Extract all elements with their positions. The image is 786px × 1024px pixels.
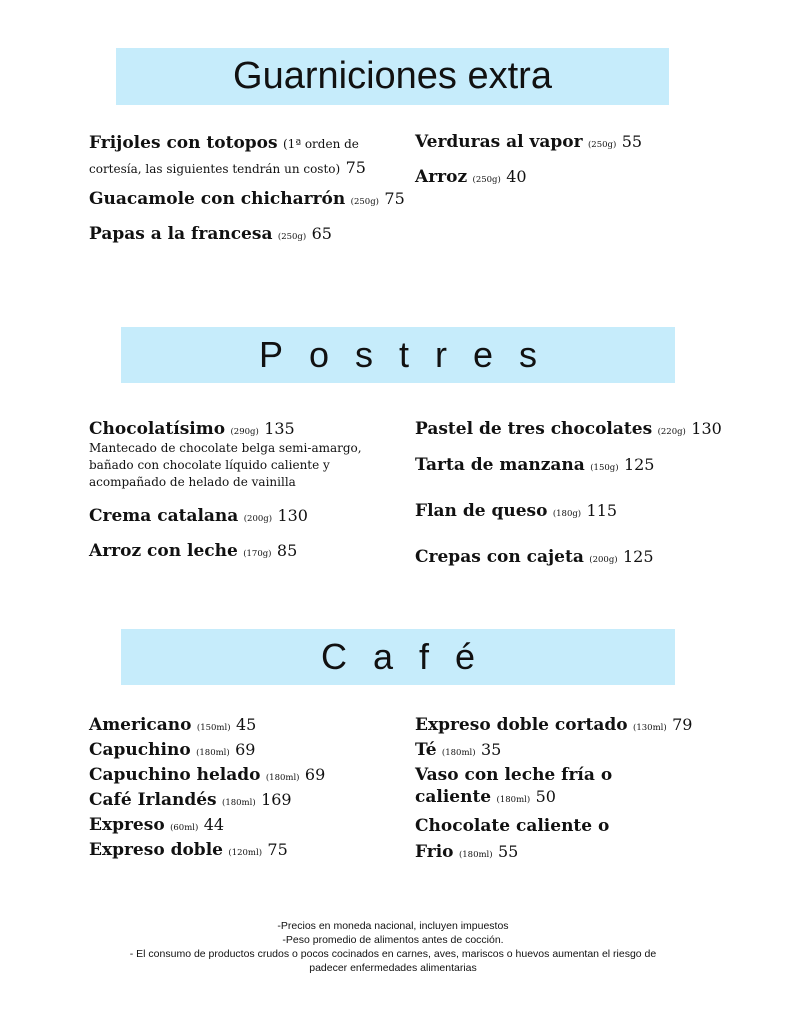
item-price: 125 bbox=[623, 547, 654, 566]
item-weight: (250g) bbox=[350, 197, 379, 207]
item-weight: (120ml) bbox=[228, 848, 263, 858]
item-weight: (180g) bbox=[552, 509, 582, 519]
section-title-guarniciones: Guarniciones extra bbox=[116, 48, 669, 105]
item-price: 44 bbox=[203, 815, 225, 834]
item-price: 75 bbox=[345, 158, 366, 177]
item-weight: (180ml) bbox=[441, 748, 476, 758]
item-name: Expreso doble bbox=[89, 840, 223, 860]
section-title-postres: Postres bbox=[121, 327, 675, 383]
menu-item bbox=[89, 764, 325, 789]
menu-item bbox=[89, 540, 297, 565]
item-name: Capuchino helado bbox=[89, 765, 261, 785]
item-name: Vaso con leche fría o bbox=[415, 765, 613, 785]
item-weight: (180ml) bbox=[222, 798, 256, 808]
item-name: Frijoles con totopos bbox=[89, 133, 278, 153]
item-price: 85 bbox=[276, 541, 298, 560]
item-name: Crema catalana bbox=[89, 506, 239, 526]
item-weight: (250g) bbox=[472, 175, 501, 185]
menu-item bbox=[415, 546, 654, 571]
item-weight: (180ml) bbox=[265, 773, 300, 783]
menu-item bbox=[89, 505, 308, 530]
item-description: Mantecado de chocolate belga semi-amargo, bañado con chocolate líquido caliente y acompañado de helado de vainilla bbox=[89, 441, 362, 489]
item-price: 135 bbox=[264, 419, 295, 438]
item-weight: (220g) bbox=[657, 427, 686, 437]
menu-item bbox=[89, 188, 405, 213]
menu-item bbox=[89, 789, 292, 814]
item-weight: (180ml) bbox=[458, 850, 493, 860]
item-name: Expreso doble cortado bbox=[415, 715, 628, 735]
menu-item bbox=[415, 739, 501, 764]
item-name: Arroz con leche bbox=[89, 541, 238, 561]
footer-notes bbox=[90, 919, 696, 975]
item-weight: (180ml) bbox=[196, 748, 230, 758]
item-weight: (150g) bbox=[590, 463, 619, 473]
item-weight: (250g) bbox=[277, 232, 307, 242]
footer-line: -Peso promedio de alimentos antes de cocción. bbox=[282, 934, 504, 946]
item-price: 69 bbox=[235, 740, 256, 759]
item-price: 69 bbox=[304, 765, 326, 784]
item-name: Té bbox=[415, 740, 437, 760]
item-price: 45 bbox=[235, 715, 257, 734]
item-name: Guacamole con chicharrón bbox=[89, 189, 346, 209]
section-title-cafe: Café bbox=[121, 629, 675, 685]
item-name: Chocolatísimo bbox=[89, 419, 226, 439]
footer-line: padecer enfermedades alimentarias bbox=[309, 962, 477, 974]
menu-item bbox=[415, 131, 642, 156]
menu-item bbox=[89, 839, 288, 864]
item-price: 169 bbox=[261, 790, 292, 809]
footer-line: -Precios en moneda nacional, incluyen impuestos bbox=[277, 920, 509, 932]
item-weight: (200g) bbox=[589, 555, 618, 565]
menu-item bbox=[415, 814, 609, 868]
menu-item bbox=[89, 739, 255, 764]
menu-item bbox=[415, 454, 654, 479]
item-name: Chocolate caliente o bbox=[415, 816, 610, 836]
item-price: 130 bbox=[277, 506, 308, 525]
menu-item bbox=[89, 223, 332, 248]
item-weight: (60ml) bbox=[170, 823, 199, 833]
item-weight: (250g) bbox=[587, 140, 617, 150]
menu-item bbox=[89, 714, 256, 739]
item-weight: (200g) bbox=[243, 514, 273, 524]
menu-item bbox=[415, 418, 722, 443]
item-price: 65 bbox=[311, 224, 332, 243]
item-name: Papas a la francesa bbox=[89, 224, 273, 244]
menu-item bbox=[89, 814, 224, 839]
menu-item bbox=[415, 166, 527, 191]
item-weight: (150ml) bbox=[196, 723, 231, 733]
item-price: 130 bbox=[691, 419, 722, 438]
item-price: 55 bbox=[621, 132, 643, 151]
item-weight: (130ml) bbox=[633, 723, 667, 733]
item-name: Verduras al vapor bbox=[415, 132, 583, 152]
item-name: Expreso bbox=[89, 815, 165, 835]
item-name-continued: Frio bbox=[415, 842, 454, 862]
item-price: 55 bbox=[497, 842, 519, 861]
menu-item bbox=[89, 131, 374, 181]
item-weight: (180ml) bbox=[496, 795, 531, 805]
item-name: Crepas con cajeta bbox=[415, 547, 584, 567]
item-price: 40 bbox=[506, 167, 527, 186]
item-weight: (290g) bbox=[230, 427, 259, 437]
item-name: Tarta de manzana bbox=[415, 455, 585, 475]
item-price: 115 bbox=[586, 501, 618, 520]
item-name: Café Irlandés bbox=[89, 790, 217, 810]
item-name: Capuchino bbox=[89, 740, 191, 760]
item-price: 75 bbox=[267, 840, 288, 859]
item-price: 50 bbox=[535, 787, 556, 806]
item-name: Arroz bbox=[415, 167, 468, 187]
item-name: Flan de queso bbox=[415, 501, 548, 521]
footer-line: - El consumo de productos crudos o pocos cocinados en carnes, aves, mariscos o huevos aumentan el riesgo de bbox=[129, 948, 657, 960]
menu-item bbox=[415, 714, 692, 739]
item-name: Americano bbox=[89, 715, 192, 735]
item-price: 75 bbox=[384, 189, 405, 208]
item-weight: (170g) bbox=[243, 549, 272, 559]
item-price: 79 bbox=[672, 715, 693, 734]
menu-item bbox=[415, 764, 612, 811]
item-price: 125 bbox=[623, 455, 655, 474]
item-name-continued: caliente bbox=[415, 787, 492, 807]
menu-item bbox=[415, 500, 617, 525]
item-note: (1ª orden de cortesía, las siguientes tendrán un costo) bbox=[89, 137, 359, 176]
item-price: 35 bbox=[480, 740, 502, 759]
item-name: Pastel de tres chocolates bbox=[415, 419, 653, 439]
